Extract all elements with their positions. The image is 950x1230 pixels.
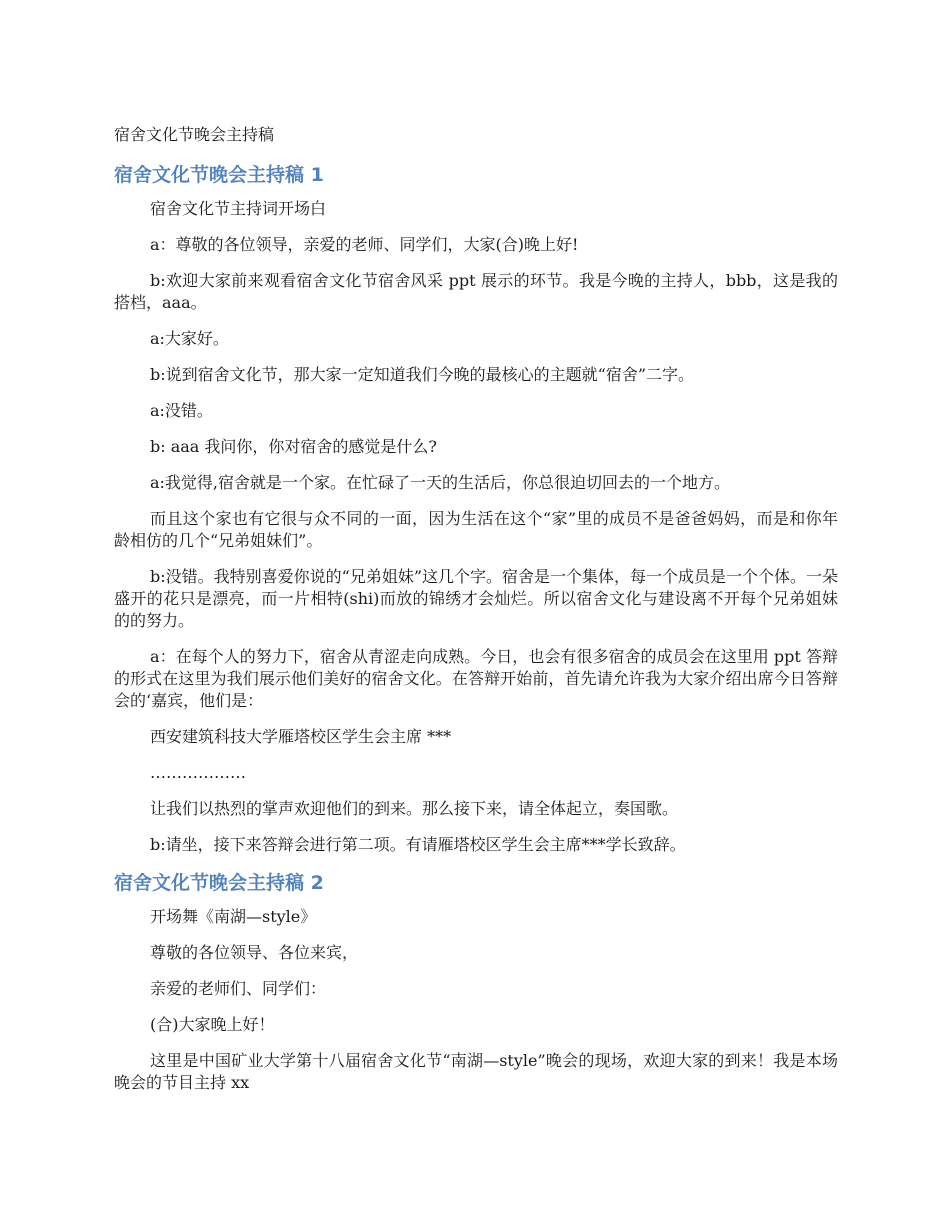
paragraph: 尊敬的各位领导、各位来宾， — [150, 943, 359, 962]
paragraph: a:没错。 — [150, 401, 213, 420]
paragraph: a：尊敬的各位领导，亲爱的老师、同学们，大家(合)晚上好! — [150, 235, 579, 254]
paragraph: a:我觉得,宿舍就是一个家。在忙碌了一天的生活后，你总很迫切回去的一个地方。 — [150, 473, 731, 492]
paragraph: b: aaa 我问你，你对宿舍的感觉是什么? — [150, 437, 438, 456]
paragraph: 而且这个家也有它很与众不同的一面，因为生活在这个“家”里的成员不是爸爸妈妈，而是和你年龄相仿的几个“兄弟姐妹们”。 — [114, 509, 838, 550]
section-heading: 宿舍文化节晚会主持稿 1 — [114, 164, 324, 186]
section-1 — [114, 162, 838, 856]
document-page — [114, 124, 838, 1108]
section-heading: 宿舍文化节晚会主持稿 2 — [114, 872, 324, 894]
paragraph: a:大家好。 — [150, 329, 229, 348]
paragraph: a：在每个人的努力下，宿舍从青涩走向成熟。今日，也会有很多宿舍的成员会在这里用 ppt 答辩的形式在这里为我们展示他们美好的宿舍文化。在答辩开始前，首先请允许我为大家介绍出席今日答辩会的‘嘉宾，他们是： — [114, 647, 838, 710]
paragraph: 这里是中国矿业大学第十八届宿舍文化节“南湖—style”晚会的现场，欢迎大家的到来！我是本场晚会的节目主持 xx — [114, 1051, 838, 1092]
paragraph: 亲爱的老师们、同学们： — [150, 979, 327, 998]
paragraph: b:欢迎大家前来观看宿舍文化节宿舍风采 ppt 展示的环节。我是今晚的主持人，bbb，这是我的搭档，aaa。 — [114, 271, 838, 312]
paragraph: 让我们以热烈的掌声欢迎他们的到来。那么接下来，请全体起立，奏国歌。 — [150, 799, 679, 818]
paragraph: 宿舍文化节主持词开场白 — [150, 199, 327, 218]
paragraph: 西安建筑科技大学雁塔校区学生会主席 *** — [150, 727, 452, 746]
paragraph: (合)大家晚上好！ — [150, 1015, 275, 1034]
paragraph: ……………… — [150, 763, 246, 782]
section-2 — [114, 870, 838, 1094]
paragraph: b:说到宿舍文化节，那大家一定知道我们今晚的最核心的主题就“宿舍”二字。 — [150, 365, 694, 384]
paragraph: b:没错。我特别喜爱你说的“兄弟姐妹”这几个字。宿舍是一个集体，每一个成员是一个个体。一朵盛开的花只是漂亮，而一片相特(shi)而放的锦绣才会灿烂。所以宿舍文化与建设离不开每个兄弟姐妹的的努力。 — [114, 567, 838, 630]
paragraph: 开场舞《南湖—style》 — [150, 907, 317, 926]
paragraph: b:请坐，接下来答辩会进行第二项。有请雁塔校区学生会主席***学长致辞。 — [150, 835, 686, 854]
document-title: 宿舍文化节晚会主持稿 — [114, 125, 275, 144]
